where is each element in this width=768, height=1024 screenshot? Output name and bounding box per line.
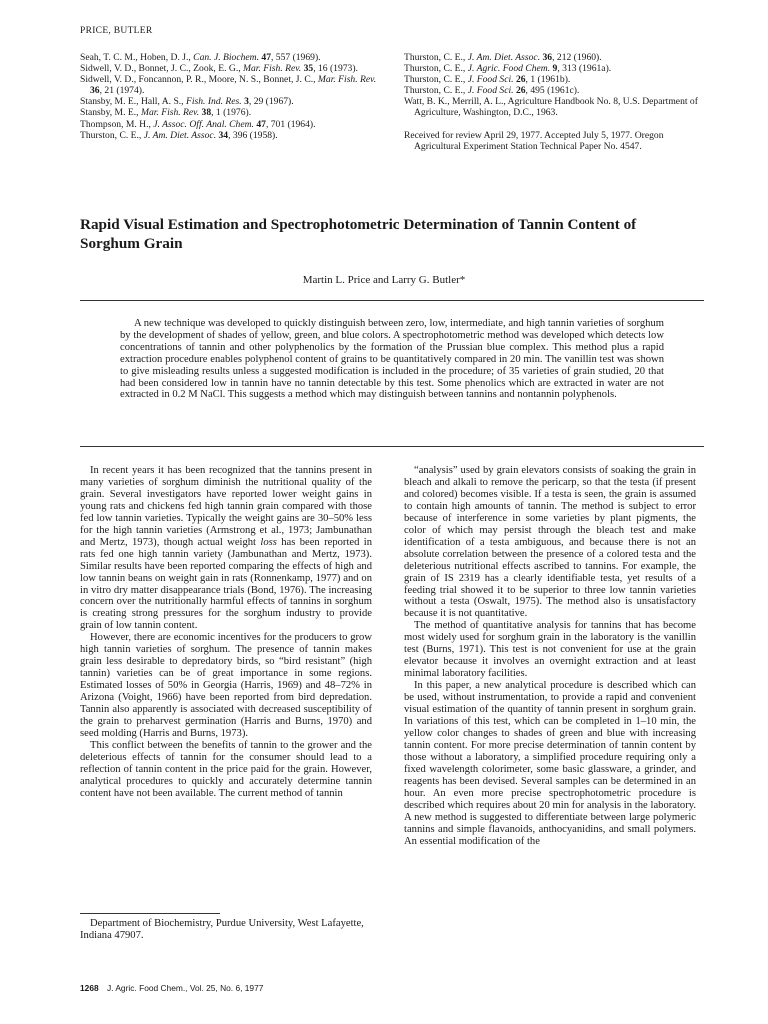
body-paragraph: However, there are economic incentives for the producers to grow high tannin varieties of sorghum. The presence of tannin makes grain less desirable to depredatory birds, so “bird resistant” (high tannin) varieties can be of great importance in some regions. Estimated losses of 50% in Georgia (Harris, 1969) and 48–72% in Arizona (Voight, 1966) have been reported from bird depredation. Tannin also apparently is associated with decreased susceptibility of the grain to preharvest germination (Harris and Burns, 1970) and seed molding (Harris and Burns, 1973). [80, 632, 372, 739]
reference-entry: Sidwell, V. D., Foncannon, P. R., Moore, N. S., Bonnet, J. C., Mar. Fish. Rev. 36, 21 (1974). [80, 74, 377, 97]
page-footer [80, 983, 263, 993]
body-right-column [404, 465, 696, 848]
article-title: Rapid Visual Estimation and Spectrophotometric Determination of Tannin Content of Sorghum Grain [80, 216, 637, 252]
received-note: Received for review April 29, 1977. Accepted July 5, 1977. Oregon Agricultural Experiment Station Technical Paper No. 4547. [404, 129, 664, 152]
reference-entry: Sidwell, V. D., Bonnet, J. C., Zook, E. G., Mar. Fish. Rev. 35, 16 (1973). [80, 63, 358, 75]
footnote-rule [80, 913, 220, 914]
body-paragraph: In this paper, a new analytical procedure is described which can be used, without instrumentation, to provide a rapid and convenient visual estimation of the quantity of tannin present in sorghum grain. In variations of this test, which can be completed in 1–10 min, the yellow color changes to shades of green and blue with increasing tannin content. For more precise determination of tannin content by those without a laboratory, a simplified procedure requiring only a fixed wavelength colorimeter, some basic glassware, a grinder, and reagents has been devised. Several samples can be determined in an hour. An even more precise spectrophotometric procedure is described which requires about 20 min for analysis in the laboratory. A new method is suggested to differentiate between large polymeric tannins and simple flavanoids, anthocyanidins, and small polymers. An essential modification of the [404, 680, 696, 847]
reference-entry: Watt, B. K., Merrill, A. L., Agriculture Handbook No. 8, U.S. Department of Agriculture, Washington, D.C., 1963. [404, 96, 698, 119]
references-left-column [80, 52, 380, 141]
body-left-column [80, 465, 372, 800]
body-paragraph: The method of quantitative analysis for tannins that has become most widely used for sorghum grain in the laboratory is the vanillin test (Burns, 1971). This test is not convenient for use at the grain elevator because it involves an overnight extraction and at least minimal laboratory facilities. [404, 620, 696, 680]
article-authors: Martin L. Price and Larry G. Butler* [302, 274, 466, 286]
reference-entry: Thurston, C. E., J. Am. Diet. Assoc. 34, 396 (1958). [80, 129, 278, 141]
reference-entry: Thompson, M. H., J. Assoc. Off. Anal. Chem. 47, 701 (1964). [80, 118, 316, 130]
page-number: 1268 [80, 983, 99, 993]
body-paragraph: This conflict between the benefits of tannin to the grower and the deleterious effects of tannin for the consumer should lead to a reflection of tannin content in the price paid for the grain. However, analytical procedures to quickly and accurately determine tannin content have not been available. The current method of tannin [80, 739, 372, 799]
reference-entry: Seah, T. C. M., Hoben, D. J., Can. J. Biochem. 47, 557 (1969). [80, 52, 321, 63]
reference-entry: Stansby, M. E., Mar. Fish. Rev. 38, 1 (1976). [80, 107, 252, 119]
reference-entry: Thurston, C. E., J. Am. Diet. Assoc. 36, 212 (1960). [404, 52, 602, 63]
body-paragraph: In recent years it has been recognized that the tannins present in many varieties of sorghum diminish the nutritional quality of the grain. Several investigators have reported lower weight gains in young rats and chickens fed high tannin grain compared with those fed low tannin varieties. Typically the weight gains are 30–50% less for the high tannin varieties (Armstrong et al., 1973; Jambunathan and Mertz, 1973), though actual weight loss has been reported in rats fed one high tannin variety (Jambunathan and Mertz, 1973). Similar results have been reported comparing the effects of high and low tannin beans on weight gain in rats (Ronnenkamp, 1977) and on in vitro dry matter disappearance trials (Bond, 1976). The increasing concern over the nutritionally harmful effects of tannins in sorghum is creating strong pressures for the sorghum industry to provide grain of low tannin content. [80, 465, 373, 632]
abstract-top-rule [80, 300, 704, 301]
journal-citation: J. Agric. Food Chem., Vol. 25, No. 6, 1977 [106, 983, 264, 993]
reference-entry: Thurston, C. E., J. Food Sci. 26, 495 (1961c). [404, 85, 580, 97]
reference-entry: Stansby, M. E., Hall, A. S., Fish. Ind. Res. 3, 29 (1967). [80, 96, 294, 108]
references-right-column [404, 52, 704, 152]
running-head: PRICE, BUTLER [80, 26, 153, 36]
body-paragraph: “analysis” used by grain elevators consists of soaking the grain in bleach and alkali to remove the pericarp, so that the testa (if present and colored) becomes visible. If a testa is seen, the grain is assumed to contain high amounts of tannin. The method is subject to error because of interference in some varieties by plant pigments, the color of which may persist through the bleach test and make identification of a testa ambiguous, and because there is not an absolute correlation between the presence of a colored testa and the deleterious nutritional effects ascribed to tannins. For example, the grain of IS 2319 has a clearly identifiable testa, yet results of a feeding trial showed it to be superior to three low tannin varieties without a testa (Oswalt, 1975). The method also is unsatisfactory because it is not quantitative. [404, 465, 696, 620]
reference-entry: Thurston, C. E., J. Food Sci. 26, 1 (1961b). [404, 74, 571, 86]
reference-entry: Thurston, C. E., J. Agric. Food Chem. 9, 313 (1961a). [404, 63, 612, 75]
abstract-bottom-rule [80, 446, 704, 447]
abstract: A new technique was developed to quickly distinguish between zero, low, intermediate, and high tannin varieties of sorghum by the development of shades of yellow, green, and blue colors. A spectrophotometric method was developed which detects low concentrations of tannin and other polyphenolics by the formation of the Prussian blue complex. This method plus a rapid extraction procedure enables polyphenol content of grains to be quantitatively compared in 20 min. The vanillin test was shown to give misleading results unless a suggested modification is included in the procedure; of 35 varieties of grain studied, 20 that had been considered low in tannin have no tannin detectable by this test. Some phenolics which are extracted in water are not extracted in 0.2 M NaCl. This suggests a method which may distinguish between tannins and nontannin polyphenols. [120, 318, 664, 401]
author-affiliation: Department of Biochemistry, Purdue University, West Lafayette, Indiana 47907. [80, 918, 364, 942]
